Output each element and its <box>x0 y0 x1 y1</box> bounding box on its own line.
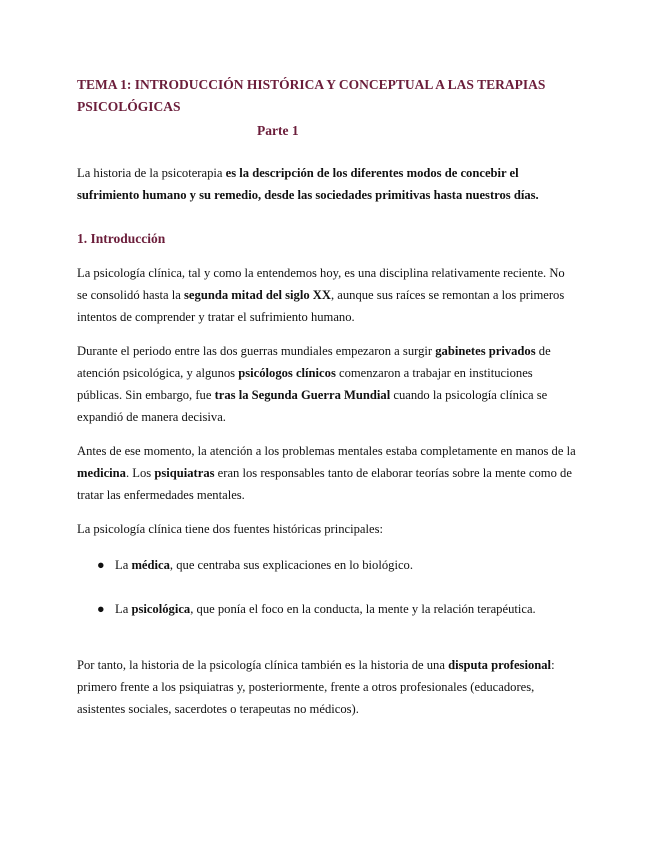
p2-text-1: Durante el periodo entre las dos guerras mundiales empezaron a surgir <box>77 344 436 358</box>
bullet-2-text-2: , que ponía el foco en la conducta, la mente y la relación terapéutica. <box>190 602 536 616</box>
intro-bold: es la descripción de los diferentes modos de concebir el sufrimiento humano y su remedio, desde las sociedades primitivas hasta nuestros días. <box>77 166 539 202</box>
bullet-1-text-2: , que centraba sus explicaciones en lo biológico. <box>169 558 413 572</box>
p2-bold-3: tras la Segunda Guerra Mundial <box>214 388 391 402</box>
p5-text-2: : primero frente a los psiquiatras y, posteriormente, frente a otros profesionales (educadores, asistentes sociales, sacerdotes o terapeutas no médicos). <box>77 658 555 716</box>
p3-text-3: eran los responsables tanto de elaborar teorías sobre la mente como de tratar las enfermedades mentales. <box>77 466 572 502</box>
paragraph-3 <box>77 440 577 506</box>
p2-bold-2: psicólogos clínicos <box>238 366 336 380</box>
p3-text-1: Antes de ese momento, la atención a los problemas mentales estaba completamente en manos de la <box>77 444 576 458</box>
p5-text-1: Por tanto, la historia de la psicología clínica también es la historia de una <box>77 658 449 672</box>
p3-bold-2: psiquiatras <box>154 466 215 480</box>
p2-bold-1: gabinetes privados <box>435 344 536 358</box>
bullet-icon: ● <box>97 602 105 616</box>
list-item <box>77 554 577 576</box>
document-title: TEMA 1: INTRODUCCIÓN HISTÓRICA Y CONCEPTUAL A LAS TERAPIAS PSICOLÓGICAS <box>77 77 546 114</box>
p5-bold-1: disputa profesional <box>448 658 552 672</box>
p3-bold-1: medicina <box>77 466 126 480</box>
paragraph-2 <box>77 340 577 428</box>
intro-text: La historia de la psicoterapia <box>77 166 226 180</box>
p1-text-1: La psicología clínica, tal y como la entendemos hoy, es una disciplina relativamente reciente. No se consolidó hasta la <box>77 266 565 302</box>
paragraph-4: La psicología clínica tiene dos fuentes históricas principales: <box>77 522 384 536</box>
intro-paragraph <box>77 162 577 206</box>
bullet-1-text-1: La <box>115 558 132 572</box>
paragraph-1 <box>77 262 577 328</box>
bullet-2-text-1: La <box>115 602 132 616</box>
list-item <box>77 598 577 620</box>
p3-text-2: . Los <box>125 466 155 480</box>
bullet-1-bold: médica <box>131 558 170 572</box>
sources-list <box>77 554 577 620</box>
bullet-2-bold: psicológica <box>131 602 191 616</box>
bullet-icon: ● <box>97 558 105 572</box>
paragraph-5 <box>77 654 577 720</box>
p1-bold-1: segunda mitad del siglo XX <box>184 288 331 302</box>
document-subtitle: Parte 1 <box>257 123 299 138</box>
p1-text-2: , aunque sus raíces se remontan a los primeros intentos de comprender y tratar el sufrimiento humano. <box>77 288 565 324</box>
document-page <box>77 74 577 720</box>
p2-text-4: cuando la psicología clínica se expandió de manera decisiva. <box>77 388 548 424</box>
section-heading: 1. Introducción <box>77 231 166 246</box>
p2-text-2: de atención psicológica, y algunos <box>77 344 551 380</box>
p2-text-3: comenzaron a trabajar en instituciones públicas. Sin embargo, fue <box>77 366 533 402</box>
